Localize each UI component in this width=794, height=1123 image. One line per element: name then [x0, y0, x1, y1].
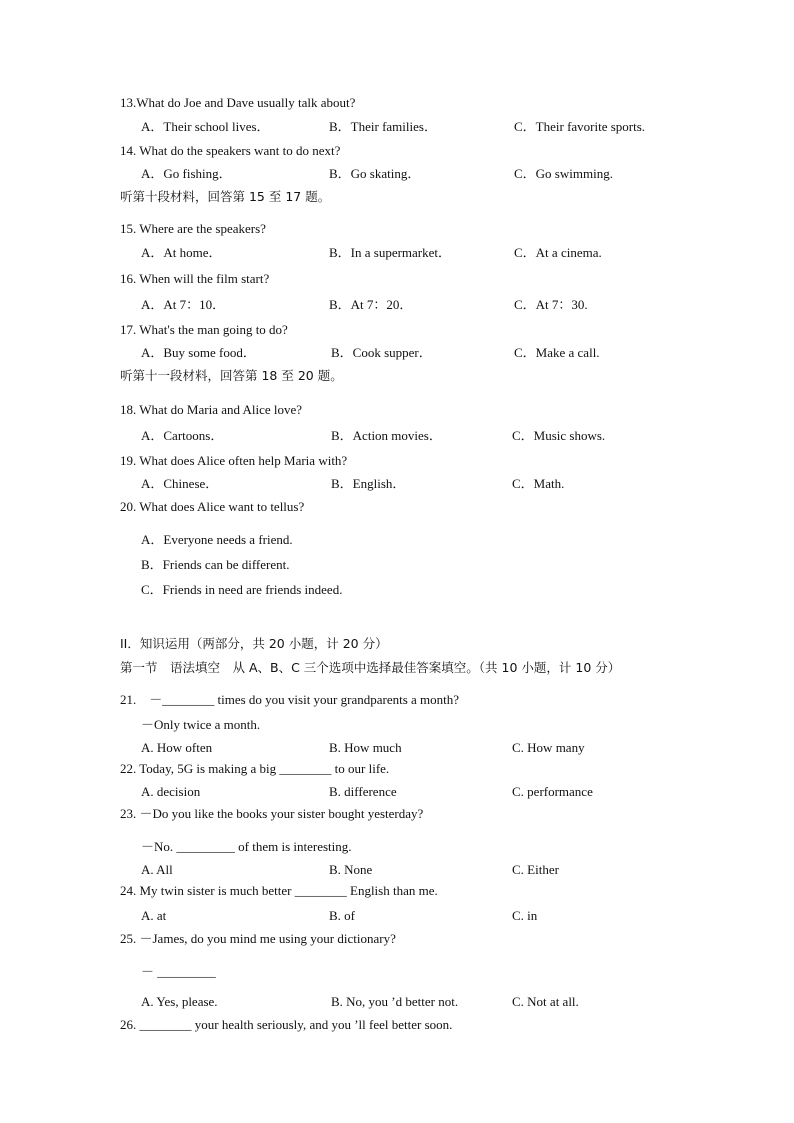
option-b: B．Cook supper． — [331, 345, 432, 360]
option-b: B．Friends can be different. — [141, 557, 290, 572]
option-b: B．At 7：20． — [329, 297, 413, 312]
listening-instruction-10: 听第十段材料，回答第 15 至 17 题。 — [120, 189, 331, 204]
option-b: B．In a supermarket． — [329, 245, 452, 260]
option-b: B．Their families． — [329, 119, 437, 134]
question-stem: 24. My twin sister is much better ________ English than me. — [120, 883, 438, 898]
option-c: C. How many — [512, 740, 585, 755]
question-text: What do Maria and Alice love? — [139, 402, 303, 417]
question-number: 20. — [120, 499, 137, 514]
question-stem: 23. －Do you like the books your sister bought yesterday? — [120, 806, 424, 821]
option-b: B．English． — [331, 476, 406, 491]
question-number: 16. — [120, 271, 137, 286]
option-a: A. decision — [141, 784, 201, 799]
option-a: A．Cartoons． — [141, 428, 224, 443]
option-c: C．Friends in need are friends indeed. — [141, 582, 343, 597]
option-c: C．Math. — [512, 476, 565, 491]
option-c: C. performance — [512, 784, 593, 799]
option-a: A. at — [141, 908, 167, 923]
option-b: B. None — [329, 862, 373, 877]
option-b: B. difference — [329, 784, 397, 799]
option-c: C. Not at all. — [512, 994, 579, 1009]
question-text: What's the man going to do? — [139, 322, 288, 337]
question-stem — [120, 402, 302, 418]
option-a: A. Yes, please. — [141, 994, 218, 1009]
option-a: A．Everyone needs a friend. — [141, 532, 293, 547]
question-text: What does Alice want to tellus? — [139, 499, 305, 514]
option-c: C．Music shows. — [512, 428, 606, 443]
question-reply: －No. _________ of them is interesting. — [141, 839, 352, 854]
question-stem — [120, 221, 266, 237]
section-title: II．知识运用（两部分，共 20 小题，计 20 分） — [120, 636, 388, 651]
question-number: 14. — [120, 143, 137, 158]
question-reply: －Only twice a month. — [141, 717, 261, 732]
option-c: C. in — [512, 908, 538, 923]
option-a: A．Their school lives． — [141, 119, 270, 134]
option-a: A．Chinese． — [141, 476, 219, 491]
option-a: A．At 7：10． — [141, 297, 226, 312]
option-b: B．Go skating． — [329, 166, 421, 181]
question-text: What do Joe and Dave usually talk about? — [136, 95, 356, 110]
question-number: 15. — [120, 221, 137, 236]
option-a: A．Go fishing． — [141, 166, 232, 181]
question-text: Where are the speakers? — [139, 221, 266, 236]
option-a: A. How often — [141, 740, 213, 755]
option-a: A．At home． — [141, 245, 222, 260]
question-stem: 25. －James, do you mind me using your dictionary? — [120, 931, 396, 946]
option-a: A. All — [141, 862, 173, 877]
question-stem — [120, 499, 304, 515]
question-reply: － _________ — [141, 964, 216, 979]
question-number: 17. — [120, 322, 137, 337]
option-c: C．Go swimming. — [514, 166, 613, 181]
option-b: B．Action movies． — [331, 428, 442, 443]
option-c: C. Either — [512, 862, 559, 877]
question-text: What does Alice often help Maria with? — [139, 453, 348, 468]
listening-instruction-11: 听第十一段材料，回答第 18 至 20 题。 — [120, 368, 343, 383]
question-stem — [120, 95, 355, 111]
question-stem — [120, 453, 347, 469]
option-b: B. No, you ’d better not. — [331, 994, 459, 1009]
question-number: 13. — [120, 95, 137, 110]
option-b: B. How much — [329, 740, 402, 755]
question-number: 19. — [120, 453, 137, 468]
option-a: A．Buy some food． — [141, 345, 256, 360]
question-stem — [120, 271, 269, 287]
question-text: What do the speakers want to do next? — [139, 143, 341, 158]
option-c: C．Their favorite sports. — [514, 119, 646, 134]
option-c: C．Make a call. — [514, 345, 600, 360]
question-stem — [120, 322, 288, 338]
question-number: 18. — [120, 402, 137, 417]
option-c: C．At 7：30. — [514, 297, 588, 312]
option-b: B. of — [329, 908, 355, 923]
question-stem: 21. －________ times do you visit your grandparents a month? — [120, 692, 460, 707]
question-stem: 22. Today, 5G is making a big ________ to our life. — [120, 761, 390, 776]
section-subtitle: 第一节 语法填空 从 A、B、C 三个选项中选择最佳答案填空。（共 10 小题，计 10 分） — [120, 660, 621, 675]
question-text: When will the film start? — [139, 271, 270, 286]
option-c: C．At a cinema. — [514, 245, 602, 260]
question-stem — [120, 143, 340, 159]
question-stem: 26. ________ your health seriously, and you ’ll feel better soon. — [120, 1017, 453, 1032]
